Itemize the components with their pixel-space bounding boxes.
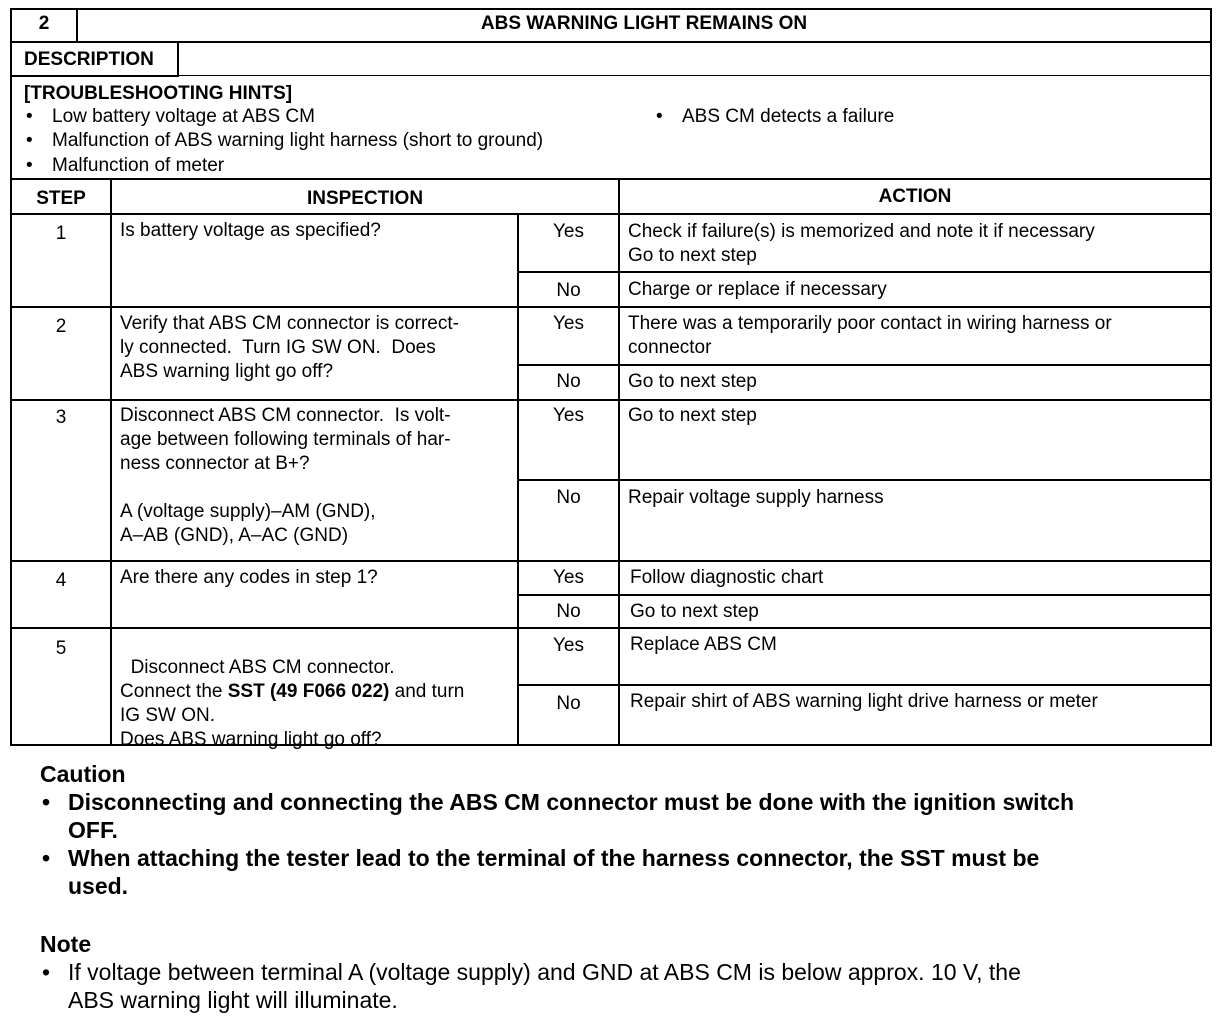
action-yes: Check if failure(s) is memorized and note it if necessary Go to next step: [628, 221, 1095, 266]
page-title: ABS WARNING LIGHT REMAINS ON: [480, 13, 808, 34]
col-header-action: ACTION: [878, 186, 952, 207]
answer-yes: Yes: [553, 405, 584, 426]
answer-yes: Yes: [553, 635, 584, 656]
hint-item: • Malfunction of meter: [52, 154, 224, 178]
divider: [10, 213, 1212, 215]
divider: [517, 364, 1212, 366]
step-inspection-terminals: A (voltage supply)–AM (GND), A–AB (GND), A–AC (GND): [120, 501, 376, 546]
step-inspection-line: IG SW ON. Does ABS warning light go off?: [120, 705, 382, 750]
note-item: • If voltage between terminal A (voltage supply) and GND at ABS CM is below approx. 10 V, the ABS warning light will illuminate.: [68, 958, 1021, 1014]
caution-title: Caution: [40, 761, 126, 787]
step-inspection: Disconnect ABS CM connector. Is volt- age between following terminals of har- ness connector at B+?: [120, 405, 451, 474]
step-number: 1: [55, 223, 67, 244]
divider: [10, 399, 1212, 401]
step-inspection: Is battery voltage as specified?: [120, 220, 381, 241]
action-yes: Replace ABS CM: [630, 634, 777, 655]
action-yes: Go to next step: [628, 405, 757, 426]
step-inspection-text: and turn: [389, 681, 465, 702]
hint-item: • Malfunction of ABS warning light harness (short to ground): [52, 129, 543, 153]
answer-no: No: [556, 371, 581, 392]
hint-item: • Low battery voltage at ABS CM: [52, 105, 315, 129]
divider: [517, 594, 1212, 596]
answer-no: No: [556, 601, 581, 622]
divider: [618, 180, 620, 746]
divider: [10, 627, 1212, 629]
answer-yes: Yes: [553, 567, 584, 588]
step-number: 3: [55, 407, 67, 428]
action-yes: Follow diagnostic chart: [630, 567, 824, 588]
step-inspection: Are there any codes in step 1?: [120, 567, 378, 588]
step-inspection: [120, 632, 464, 752]
col-header-step: STEP: [36, 188, 86, 209]
sst-part-number: SST (49 F066 022): [227, 681, 390, 702]
answer-no: No: [556, 693, 581, 714]
note-title: Note: [40, 931, 92, 957]
caution-item: • Disconnecting and connecting the ABS CM connector must be done with the ignition switch OFF.: [68, 788, 1074, 844]
divider: [110, 180, 112, 746]
action-no: Repair shirt of ABS warning light drive harness or meter: [630, 691, 1098, 712]
caution-item: • When attaching the tester lead to the terminal of the harness connector, the SST must be used.: [68, 844, 1039, 900]
step-number: 2: [55, 316, 67, 337]
action-no: Charge or replace if necessary: [628, 279, 887, 300]
hint-item: • ABS CM detects a failure: [682, 105, 894, 129]
col-header-inspection: INSPECTION: [306, 188, 424, 209]
answer-yes: Yes: [553, 221, 584, 242]
answer-no: No: [556, 280, 581, 301]
step-inspection: Verify that ABS CM connector is correct- ly connected. Turn IG SW ON. Does ABS warning light go off?: [120, 313, 459, 382]
action-yes: There was a temporarily poor contact in wiring harness or connector: [628, 313, 1112, 358]
divider: [517, 271, 1212, 273]
step-number: 5: [55, 638, 67, 659]
divider: [177, 41, 179, 77]
divider: [517, 479, 1212, 481]
answer-yes: Yes: [553, 313, 584, 334]
divider: [10, 75, 179, 77]
divider: [517, 684, 1212, 686]
divider: [177, 75, 1212, 76]
action-no: Repair voltage supply harness: [628, 487, 884, 508]
step-inspection-line: Disconnect ABS CM connector.: [130, 657, 395, 678]
section-number: 2: [38, 13, 50, 34]
divider: [10, 306, 1212, 308]
step-inspection-text: Connect the: [120, 681, 228, 702]
action-no: Go to next step: [628, 371, 757, 392]
divider: [10, 41, 1212, 43]
hints-title: [TROUBLESHOOTING HINTS]: [24, 83, 293, 104]
description-label: DESCRIPTION: [24, 49, 154, 70]
divider: [10, 560, 1212, 562]
answer-no: No: [556, 487, 581, 508]
action-no: Go to next step: [630, 601, 759, 622]
step-number: 4: [55, 570, 67, 591]
